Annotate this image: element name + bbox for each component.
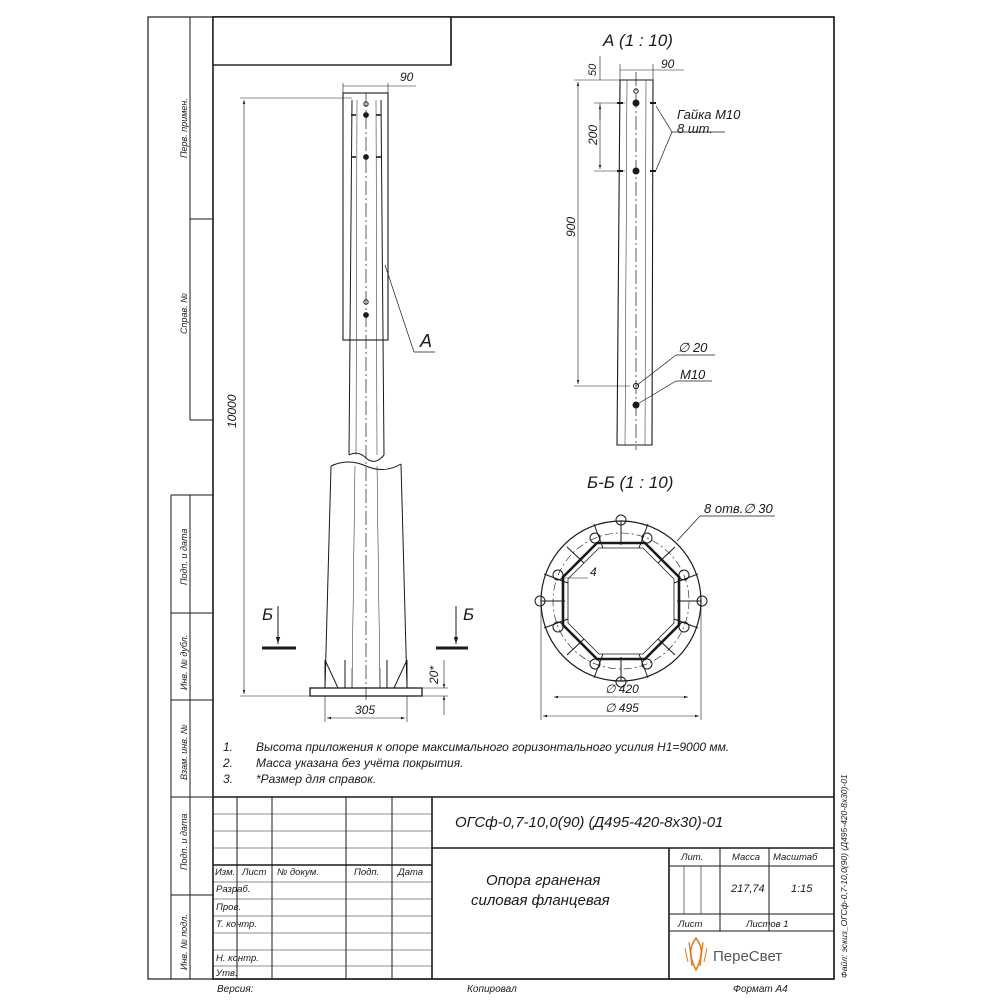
- company-logo-icon: [685, 938, 707, 970]
- designation: ОГСф-0,7-10,0(90) (Д495-420-8х30)-01: [455, 814, 724, 831]
- section-marker-right: Б: [463, 605, 475, 624]
- row-utv: Утв.: [216, 968, 238, 979]
- sidebar-podp-data-2: Подп. и дата: [179, 813, 189, 870]
- view-a-dim-90: 90: [661, 57, 675, 71]
- note-3-text: *Размер для справок.: [256, 772, 377, 786]
- holes-label: 8 отв.∅ 30: [704, 501, 773, 516]
- mass-value: 217,74: [731, 883, 765, 895]
- section-title: Б-Б (1 : 10): [587, 473, 674, 492]
- row-tkontr: Т. контр.: [216, 919, 257, 930]
- sidebar-inv-dubl: Инв. № дубл.: [179, 634, 189, 690]
- diameter-icon: ∅: [678, 340, 693, 355]
- note-2-text: Масса указана без учёта покрытия.: [256, 756, 464, 770]
- dim-d420: ∅ 420: [605, 682, 639, 696]
- col-list: Лист: [242, 867, 267, 878]
- col-data: Дата: [398, 867, 424, 878]
- view-a-dim-50: 50: [587, 63, 599, 76]
- hole-d20-label: ∅ 20: [678, 340, 708, 355]
- dim-angle: 20*: [427, 665, 441, 684]
- mass-label: Масса: [732, 852, 761, 863]
- lit-label: Лит.: [681, 852, 704, 863]
- sheets-label: Листов 1: [746, 919, 789, 930]
- col-podp: Подп.: [354, 867, 380, 878]
- view-a-dim-900: 900: [564, 216, 578, 237]
- row-razrab: Разраб.: [216, 884, 251, 895]
- view-a-title: А (1 : 10): [603, 31, 673, 50]
- scale-value: 1:15: [791, 883, 813, 895]
- view-a-detail: [617, 72, 656, 450]
- dim-top-width: 90: [400, 70, 414, 84]
- section-marker-left: Б: [262, 605, 274, 624]
- nut-label-2: 8 шт.: [677, 121, 713, 136]
- outer-frame: [148, 17, 834, 979]
- col-doc: № докум.: [277, 867, 319, 878]
- dim-height: 10000: [225, 394, 239, 428]
- name-line-1: Опора граненая: [486, 872, 601, 889]
- inner-frame: [213, 17, 834, 979]
- diameter-icon: ∅: [743, 501, 759, 516]
- col-izm: Изм.: [215, 867, 236, 878]
- dim-4: 4: [590, 565, 597, 579]
- footer-copied: Копировал: [467, 984, 517, 995]
- scale-label: Масштаб: [773, 852, 818, 863]
- note-3-num: 3.: [223, 772, 234, 786]
- callout-a: А: [420, 331, 433, 351]
- top-corner-box: [213, 17, 451, 65]
- file-name-margin: Файл: эскиз_ОГСф-0,7-10,0(90) (Д495-420-8х30)-01: [839, 774, 849, 978]
- name-line-2: силовая фланцевая: [471, 892, 610, 909]
- sidebar-podp-data-1: Подп. и дата: [179, 528, 189, 585]
- footer-version: Версия:: [217, 984, 254, 995]
- diameter-icon: ∅: [605, 701, 619, 715]
- note-2-num: 2.: [223, 756, 234, 770]
- dim-d495: ∅ 495: [605, 701, 639, 715]
- hole-m10-label: М10: [680, 367, 706, 382]
- dim-base-width: 305: [355, 703, 376, 717]
- row-nkontr: Н. контр.: [216, 953, 259, 964]
- sidebar-sprav-no: Справ. №: [179, 293, 189, 334]
- diameter-icon: ∅: [605, 682, 619, 696]
- nut-label-1: Гайка М10: [677, 107, 741, 122]
- list-label: Лист: [678, 919, 703, 930]
- company-name: ПереСвет: [713, 948, 783, 965]
- section-b-flange: [535, 515, 707, 687]
- sidebar-perv-primen: Перв. примен.: [179, 98, 189, 158]
- row-prov: Пров.: [216, 902, 242, 913]
- sidebar-inv-podl: Инв. № подл.: [179, 914, 189, 970]
- sidebar-vzam-inv: Взам. инв. №: [179, 724, 189, 780]
- view-a-dim-200: 200: [586, 124, 600, 145]
- pole-elevation: [310, 93, 422, 700]
- note-1-num: 1.: [223, 740, 234, 754]
- note-1-text: Высота приложения к опоре максимального горизонтального усилия H1=9000 мм.: [256, 740, 730, 754]
- footer-format: Формат А4: [733, 984, 788, 995]
